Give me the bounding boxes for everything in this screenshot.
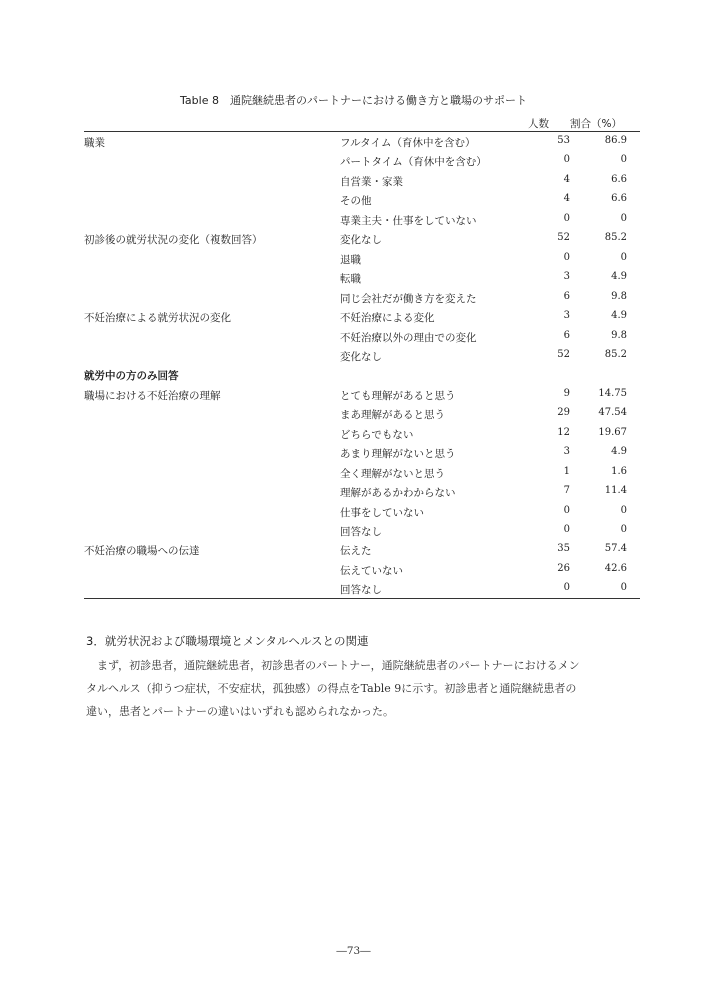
row-option: 退職 <box>340 253 361 266</box>
table-row <box>84 310 640 329</box>
row-option: 自営業・家業 <box>340 175 403 188</box>
row-option: 専業主夫・仕事をしていない <box>340 214 477 227</box>
section-heading: 3．就労状況および職場環境とメンタルヘルスとの関連 <box>86 634 369 648</box>
row-count: 52 <box>557 348 570 360</box>
row-percent: 6.6 <box>611 173 627 185</box>
table-row <box>84 271 640 290</box>
row-count: 0 <box>563 154 570 166</box>
table-row <box>84 174 640 193</box>
table-row <box>84 543 640 562</box>
row-percent: 42.6 <box>604 562 627 574</box>
table-row <box>84 427 640 446</box>
paragraph-line: タルヘルス（抑うつ症状，不安症状，孤独感）の得点をTable 9に示す。初診患者と通院継続患者の <box>86 682 577 695</box>
row-count: 3 <box>563 446 570 458</box>
table-row <box>84 135 640 154</box>
table-row <box>84 505 640 524</box>
row-option: 仕事をしていない <box>340 506 424 519</box>
row-percent: 1.6 <box>611 465 627 477</box>
table-row <box>84 368 640 387</box>
table-caption: Table 8 通院継続患者のパートナーにおける働き方と職場のサポート <box>180 94 527 107</box>
table-row <box>84 407 640 426</box>
row-percent: 11.4 <box>604 485 627 497</box>
row-option: とても理解があると思う <box>340 389 456 402</box>
table-row <box>84 213 640 232</box>
row-option: 同じ会社だが働き方を変えた <box>340 292 477 305</box>
row-category: 職場における不妊治療の理解 <box>84 389 221 402</box>
table-row <box>84 524 640 543</box>
row-count: 6 <box>563 290 570 302</box>
table-bottom-rule <box>84 598 640 599</box>
row-count: 29 <box>557 407 570 419</box>
row-option: 回答なし <box>340 526 382 538</box>
row-category: 初診後の就労状況の変化（複数回答） <box>84 234 263 247</box>
paragraph-line: 違い，患者とパートナーの違いはいずれも認められなかった。 <box>86 705 394 718</box>
table-row <box>84 446 640 465</box>
table-row <box>84 388 640 407</box>
row-percent: 4.9 <box>611 446 627 458</box>
row-count: 3 <box>563 271 570 283</box>
page-number: ―73― <box>336 945 371 957</box>
table-top-rule <box>84 131 640 132</box>
row-percent: 0 <box>620 504 627 516</box>
row-percent: 47.54 <box>598 407 627 419</box>
row-percent: 0 <box>620 524 627 535</box>
row-count: 3 <box>563 310 570 322</box>
body-paragraph <box>86 654 631 723</box>
row-option: どちらでもない <box>340 428 414 441</box>
row-percent: 0 <box>620 212 627 224</box>
row-percent: 86.9 <box>604 135 627 146</box>
table-row <box>84 232 640 251</box>
row-count: 9 <box>563 387 570 399</box>
row-option: 不妊治療以外の理由での変化 <box>340 331 477 344</box>
row-option: パートタイム（育休中を含む） <box>340 156 487 169</box>
row-option: 変化なし <box>340 234 382 247</box>
row-percent: 4.9 <box>611 310 627 322</box>
column-header-count: 人数 <box>528 118 549 130</box>
row-count: 1 <box>563 465 570 477</box>
table-row <box>84 330 640 349</box>
table-row <box>84 291 640 310</box>
row-count: 52 <box>557 232 570 244</box>
row-option: その他 <box>340 195 372 208</box>
table-row <box>84 466 640 485</box>
row-count: 4 <box>563 193 570 205</box>
row-option: あまり理解がないと思う <box>340 448 456 461</box>
row-count: 53 <box>557 135 570 146</box>
row-count: 0 <box>563 582 570 594</box>
row-percent: 85.2 <box>604 232 627 244</box>
row-option: 変化なし <box>340 350 382 363</box>
row-percent: 19.67 <box>598 426 627 438</box>
row-percent: 0 <box>620 251 627 263</box>
row-category: 職業 <box>84 137 105 149</box>
row-percent: 57.4 <box>604 543 627 555</box>
row-option: まあ理解があると思う <box>340 409 445 422</box>
table-row <box>84 349 640 368</box>
row-option: 伝えた <box>340 545 372 558</box>
table-row <box>84 252 640 271</box>
row-option: 理解があるかわからない <box>340 487 456 500</box>
row-count: 7 <box>563 485 570 497</box>
row-option: フルタイム（育休中を含む） <box>340 137 476 149</box>
row-count: 0 <box>563 504 570 516</box>
row-count: 35 <box>557 543 570 555</box>
table-row <box>84 154 640 173</box>
row-percent: 14.75 <box>598 387 627 399</box>
row-count: 0 <box>563 212 570 224</box>
row-category: 不妊治療による就労状況の変化 <box>84 312 231 325</box>
row-count: 26 <box>557 562 570 574</box>
row-percent: 9.8 <box>611 290 627 302</box>
paragraph-line: まず，初診患者，通院継続患者，初診患者のパートナー，通院継続患者のパートナーにおけるメン <box>97 659 580 672</box>
row-category: 不妊治療の職場への伝達 <box>84 545 200 558</box>
row-option: 不妊治療による変化 <box>340 312 435 325</box>
row-option: 全く理解がないと思う <box>340 467 445 480</box>
row-percent: 6.6 <box>611 193 627 205</box>
row-option: 回答なし <box>340 584 382 597</box>
table-row <box>84 563 640 582</box>
table-row <box>84 193 640 212</box>
row-percent: 4.9 <box>611 271 627 283</box>
row-count: 6 <box>563 329 570 341</box>
row-count: 12 <box>557 426 570 438</box>
row-percent: 0 <box>620 582 627 594</box>
row-count: 0 <box>563 251 570 263</box>
row-option: 転職 <box>340 273 361 286</box>
row-percent: 85.2 <box>604 348 627 360</box>
row-option: 伝えていない <box>340 564 403 577</box>
row-category: 就労中の方のみ回答 <box>84 370 179 383</box>
table-row <box>84 485 640 504</box>
row-percent: 0 <box>620 154 627 166</box>
row-count: 4 <box>563 173 570 185</box>
row-count: 0 <box>563 524 570 535</box>
row-percent: 9.8 <box>611 329 627 341</box>
column-header-percent: 割合（%） <box>570 118 622 130</box>
